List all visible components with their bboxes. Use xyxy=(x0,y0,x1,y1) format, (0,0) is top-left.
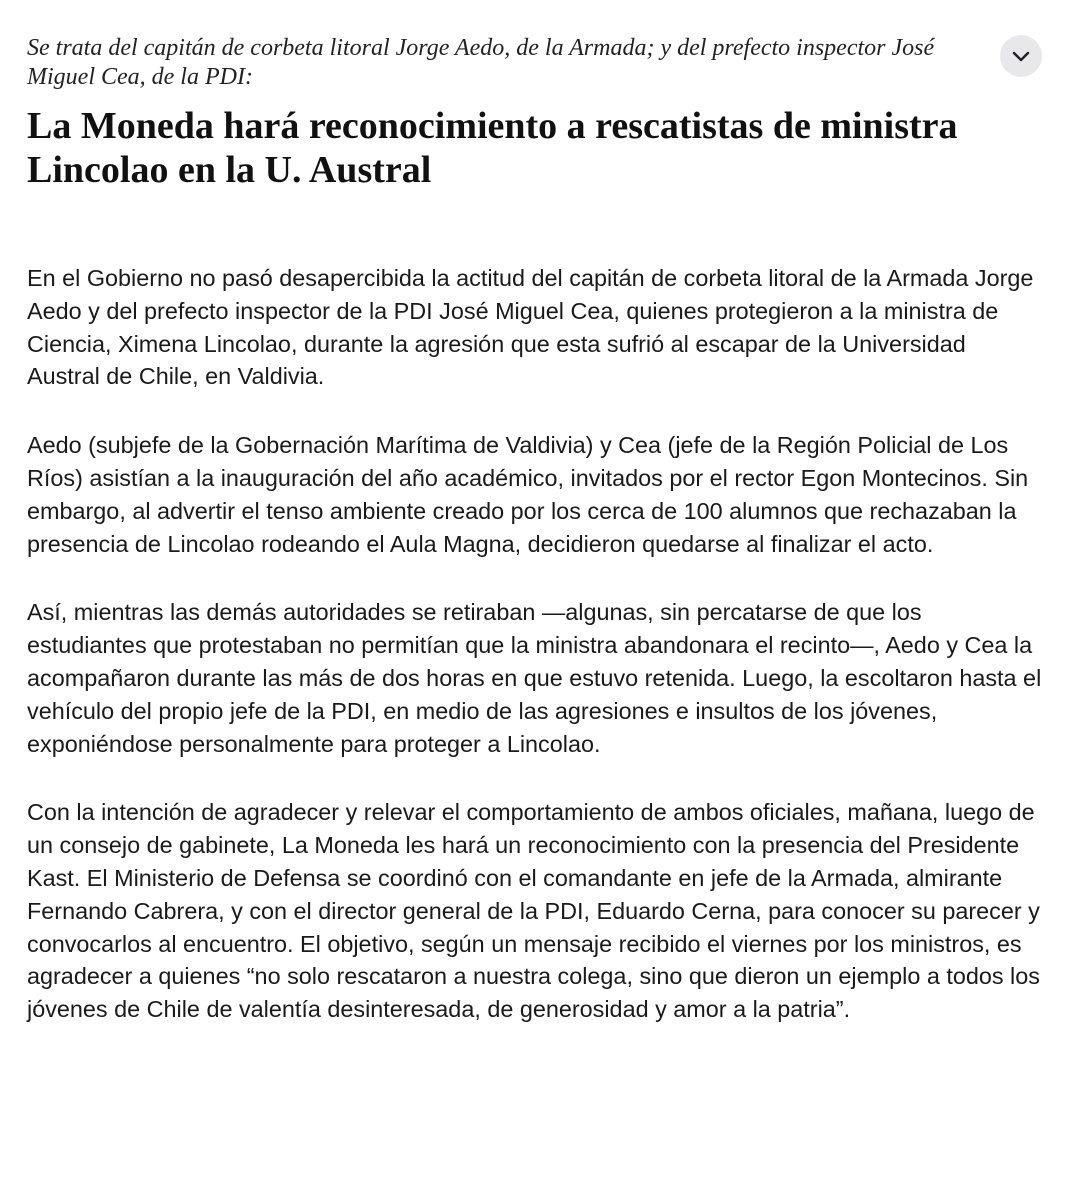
article-kicker: Se trata del capitán de corbeta litoral Jorge Aedo, de la Armada; y del prefecto inspector José Miguel Cea, de la PDI: xyxy=(27,35,935,90)
article-paragraph: Con la intención de agradecer y relevar el comportamiento de ambos oficiales, mañana, luego de un consejo de gabinete, La Moneda les hará un reconocimiento con la presencia del Presidente Kast. El Ministerio de Defensa se coordinó con el comandante en jefe de la Armada, almirante Fernando Cabrera, y con el director general de la PDI, Eduardo Cerna, para conocer su parecer y convocarlos al encuentro. El objetivo, según un mensaje recibido el viernes por los ministros, es agradecer a quienes “no solo rescataron a nuestra colega, sino que dieron un ejemplo a todos los jóvenes de Chile de valentía desinteresada, de generosidad y amor a la patria”. xyxy=(27,799,1040,1023)
article-paragraph: Así, mientras las demás autoridades se retiraban —algunas, sin percatarse de que los estudiantes que protestaban no permitían que la ministra abandonara el recinto—, Aedo y Cea la acompañaron durante las más de dos horas en que estuvo retenida. Luego, la escoltaron hasta el vehículo del propio jefe de la PDI, en medio de las agresiones e insultos de los jóvenes, exponiéndose personalmente para proteger a Lincolao. xyxy=(27,599,1042,757)
collapse-button[interactable] xyxy=(1000,35,1042,77)
article-paragraph: Aedo (subjefe de la Gobernación Marítima de Valdivia) y Cea (jefe de la Región Policial de Los Ríos) asistían a la inauguración del año académico, invitados por el rector Egon Montecinos. Sin embargo, al advertir el tenso ambiente creado por los cerca de 100 alumnos que rechazaban la presencia de Lincolao rodeando el Aula Magna, decidieron quedarse al finalizar el acto. xyxy=(27,432,1029,557)
article-headline: La Moneda hará reconocimiento a rescatistas de ministra Lincolao en la U. Austral xyxy=(27,105,958,191)
chevron-down-icon xyxy=(1012,51,1030,62)
article-paragraph: En el Gobierno no pasó desapercibida la actitud del capitán de corbeta litoral de la Armada Jorge Aedo y del prefecto inspector de la PDI José Miguel Cea, quienes protegieron a la ministra de Ciencia, Ximena Lincolao, durante la agresión que esta sufrió al escapar de la Universidad Austral de Chile, en Valdivia. xyxy=(27,265,1034,390)
article-body xyxy=(27,262,1043,1026)
article xyxy=(27,34,1043,1062)
